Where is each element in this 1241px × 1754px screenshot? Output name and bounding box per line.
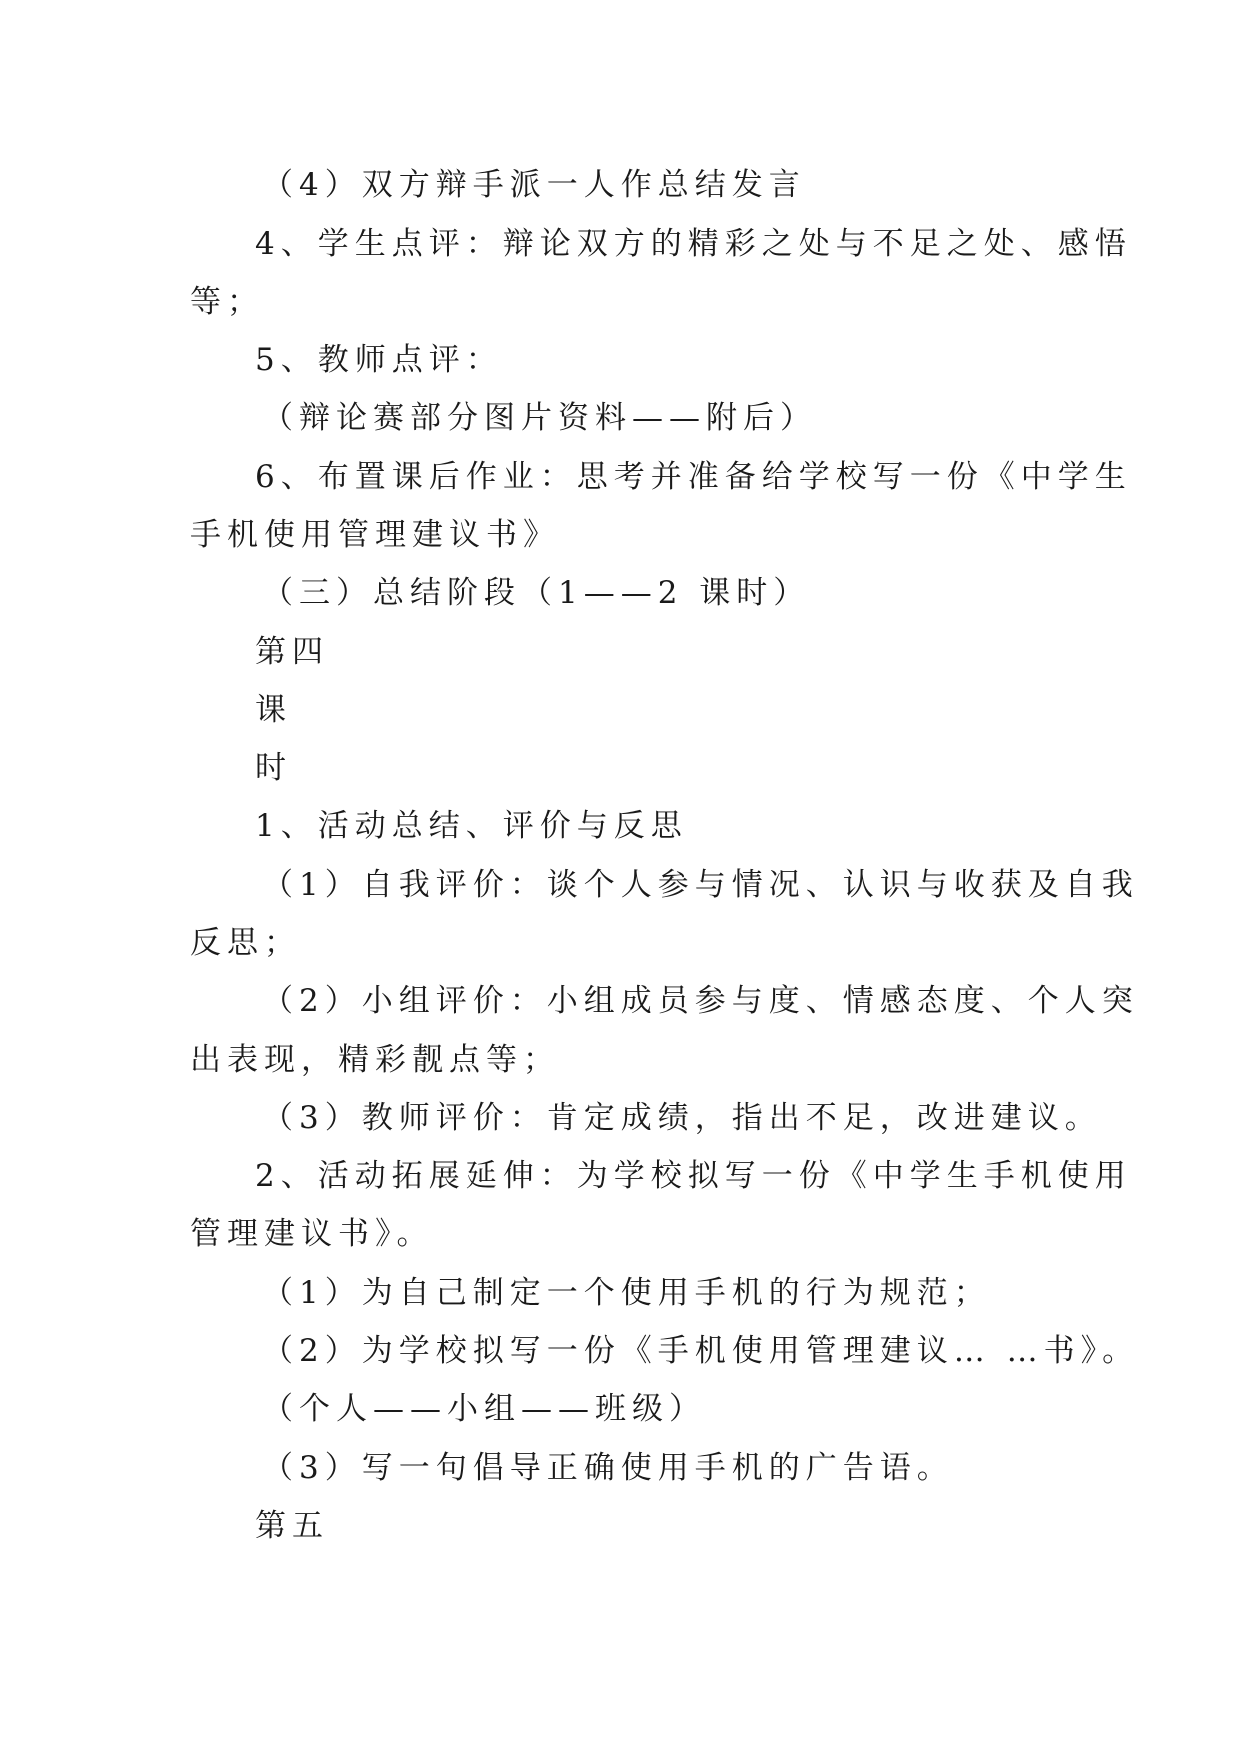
text-line: 时 [255, 750, 292, 786]
text-line: （个人——小组——班级） [262, 1391, 706, 1427]
text-line: （2）为学校拟写一份《手机使用管理建议… …书》。 [262, 1333, 1140, 1369]
text-line: （3）教师评价：肯定成绩，指出不足，改进建议。 [262, 1100, 1102, 1136]
text-line: 课 [255, 692, 292, 728]
text-line: 4、学生点评：辩论双方的精彩之处与不足之处、感悟 [255, 226, 1132, 262]
text-line: （三）总结阶段（1——2 课时） [262, 575, 811, 611]
text-line: （1）自我评价：谈个人参与情况、认识与收获及自我 [262, 867, 1139, 903]
text-line: 1、活动总结、评价与反思 [255, 808, 688, 844]
text-line: 6、布置课后作业：思考并准备给学校写一份《中学生 [255, 459, 1132, 495]
text-line: 2、活动拓展延伸：为学校拟写一份《中学生手机使用 [255, 1158, 1132, 1194]
text-line: 反思； [190, 925, 301, 961]
text-line: 出表现，精彩靓点等； [190, 1042, 560, 1078]
text-line: 等； [190, 284, 264, 320]
text-line: （3）写一句倡导正确使用手机的广告语。 [262, 1450, 954, 1486]
text-line: （辩论赛部分图片资料——附后） [262, 400, 817, 436]
text-line: 手机使用管理建议书》 [190, 517, 560, 553]
text-line: 第四 [255, 634, 329, 670]
text-line: 管理建议书》。 [190, 1216, 434, 1252]
text-line: （2）小组评价：小组成员参与度、情感态度、个人突 [262, 983, 1139, 1019]
text-line: （4）双方辩手派一人作总结发言 [262, 167, 806, 203]
text-line: 第五 [255, 1508, 329, 1544]
text-line: （1）为自己制定一个使用手机的行为规范； [262, 1275, 991, 1311]
text-line: 5、教师点评： [255, 342, 503, 378]
